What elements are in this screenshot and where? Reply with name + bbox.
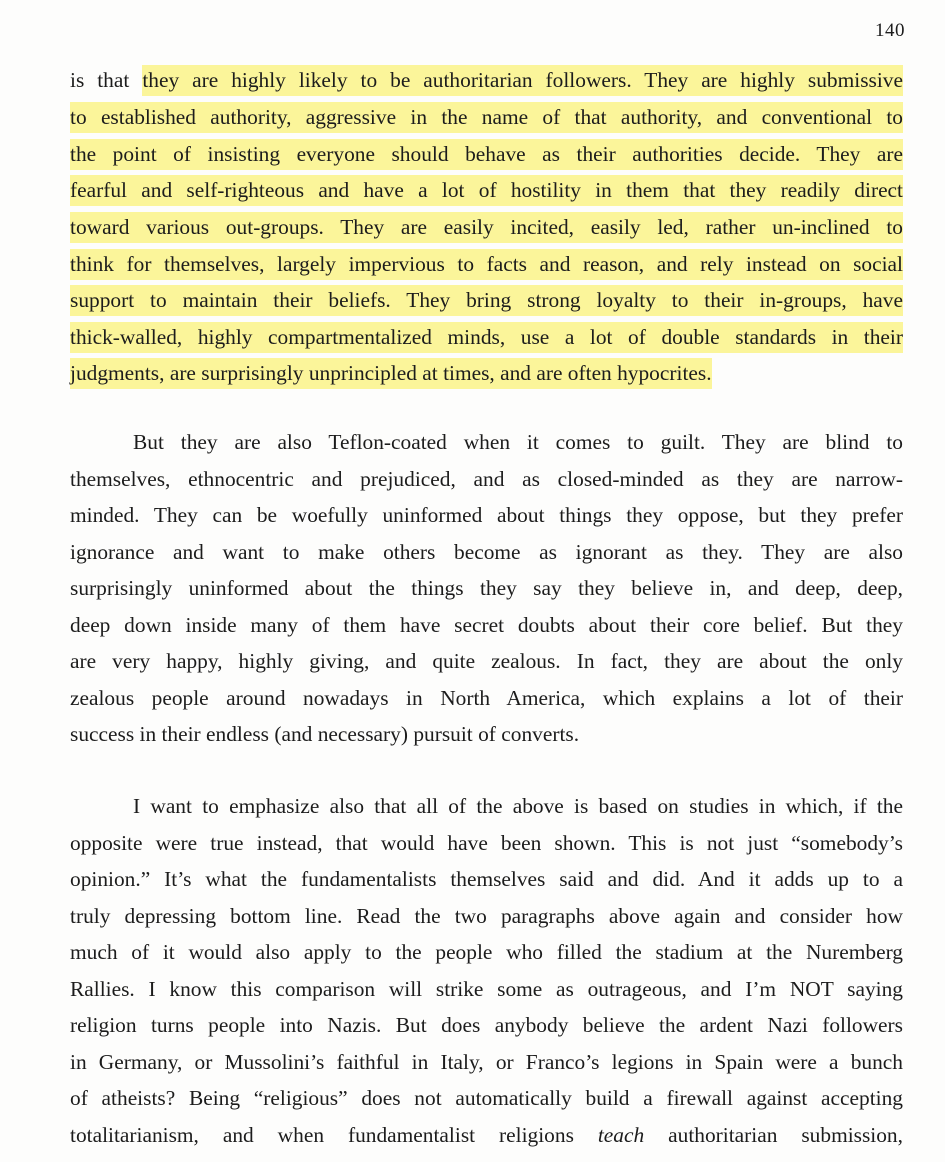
text-line — [70, 286, 903, 314]
text-line: ignorance and want to make others become as ignorant as they. They are also — [70, 540, 903, 564]
text-line: Rallies. I know this comparison will strike some as outrageous, and I’m NOT saying — [70, 977, 903, 1001]
text-line — [70, 359, 903, 387]
text-line — [70, 176, 903, 204]
text-line — [70, 213, 903, 241]
text-line — [70, 140, 903, 168]
text-line — [70, 323, 903, 351]
line-text: authoritarian submission, — [668, 1123, 903, 1147]
highlighted-text: think for themselves, largely impervious to facts and reason, and rely instead on social — [70, 249, 903, 280]
lead-in-text: is that — [70, 68, 130, 92]
text-line: deep down inside many of them have secret doubts about their core belief. But they — [70, 613, 903, 637]
text-line: of atheists? Being “religious” does not automatically build a firewall against accepting — [70, 1086, 903, 1110]
text-line: opinion.” It’s what the fundamentalists themselves said and did. And it adds up to a — [70, 867, 903, 891]
text-line: surprisingly uninformed about the things they say they believe in, and deep, deep, — [70, 576, 903, 600]
text-line: truly depressing bottom line. Read the two paragraphs above again and consider how — [70, 904, 903, 928]
text-line: I want to emphasize also that all of the above is based on studies in which, if the — [133, 794, 903, 818]
highlighted-text: thick-walled, highly compartmentalized minds, use a lot of double standards in their — [70, 322, 903, 353]
text-line — [70, 1121, 903, 1149]
highlighted-text: toward various out-groups. They are easily incited, easily led, rather un-inclined to — [70, 212, 903, 243]
highlighted-text: to established authority, aggressive in the name of that authority, and conventional to — [70, 102, 903, 133]
highlighted-text: they are highly likely to be authoritarian followers. They are highly submissive — [142, 65, 903, 96]
text-line: But they are also Teflon-coated when it comes to guilt. They are blind to — [133, 430, 903, 454]
text-line: minded. They can be woefully uninformed about things they oppose, but they prefer — [70, 503, 903, 527]
text-line: zealous people around nowadays in North America, which explains a lot of their — [70, 686, 903, 710]
text-line — [70, 103, 903, 131]
emphasis-text: teach — [597, 1123, 645, 1147]
highlighted-text: the point of insisting everyone should behave as their authorities decide. They are — [70, 139, 903, 170]
text-line: religion turns people into Nazis. But does anybody believe the ardent Nazi followers — [70, 1013, 903, 1037]
text-line — [70, 250, 903, 278]
highlighted-text: judgments, are surprisingly unprincipled at times, and are often hypocrites. — [70, 358, 712, 389]
text-line: success in their endless (and necessary) pursuit of converts. — [70, 722, 580, 746]
text-line: in Germany, or Mussolini’s faithful in Italy, or Franco’s legions in Spain were a bunch — [70, 1050, 903, 1074]
line-text: totalitarianism, and when fundamentalist religions — [70, 1123, 574, 1147]
highlighted-text: fearful and self-righteous and have a lot of hostility in them that they readily direct — [70, 175, 903, 206]
text-line — [70, 66, 903, 94]
text-line: opposite were true instead, that would have been shown. This is not just “somebody’s — [70, 831, 903, 855]
text-line: much of it would also apply to the people who filled the stadium at the Nuremberg — [70, 940, 903, 964]
text-line: are very happy, highly giving, and quite zealous. In fact, they are about the only — [70, 649, 903, 673]
text-line: themselves, ethnocentric and prejudiced, and as closed-minded as they are narrow- — [70, 467, 903, 491]
page-number: 140 — [875, 20, 905, 41]
highlighted-text: support to maintain their beliefs. They bring strong loyalty to their in-groups, have — [70, 285, 903, 316]
